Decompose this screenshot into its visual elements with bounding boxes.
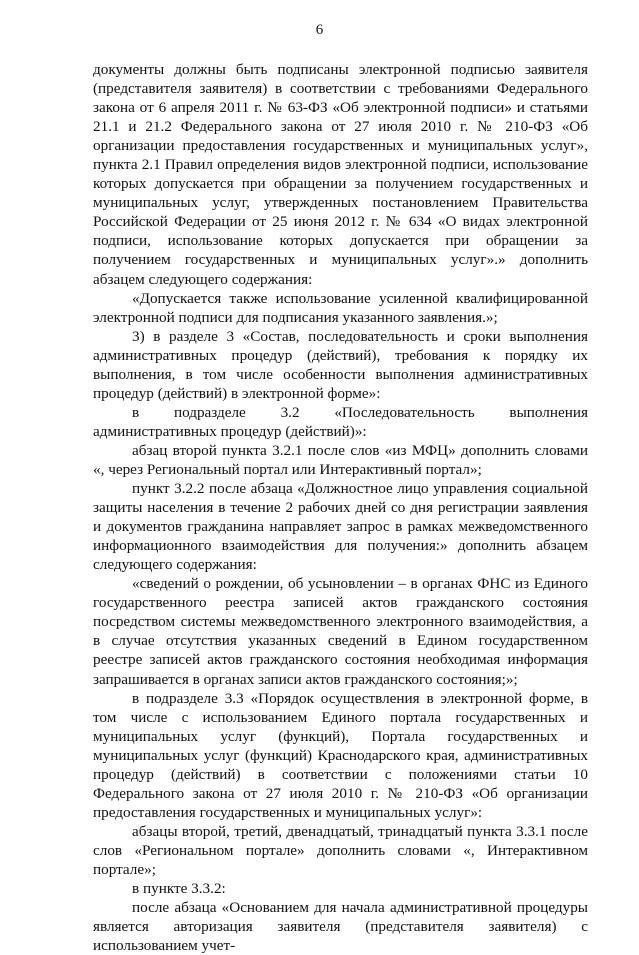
paragraph-3: 3) в разделе 3 «Состав, последовательность и сроки выполнения административных процедур (действий), требования к порядку их выполнения, в том числе особенности выполнения административных процедур (действий) в электронной форме»: <box>93 327 588 402</box>
page-number: 6 <box>315 22 324 38</box>
paragraph-10: в пункте 3.3.2: <box>132 880 226 898</box>
paragraph-2: «Допускается также использование усиленной квалифицированной электронной подписи для подписания указанного заявления.»; <box>93 289 588 326</box>
paragraph-7: «сведений о рождении, об усыновлении – в органах ФНС из Единого государственного реестра записей актов гражданского состояния посредством системы межведомственного электронного взаимодействия, а в случае отсутствия указанных сведений в Едином государственном реестре записей актов гражданского состояния необходимая информация запрашивается в органах записи актов гражданского состояния;»; <box>93 575 588 688</box>
paragraph-9: абзацы второй, третий, двенадцатый, тринадцатый пункта 3.3.1 после слов «Региональном портале» дополнить словами «, Интерактивном портале»; <box>93 822 588 878</box>
paragraph-1: документы должны быть подписаны электронной подписью заявителя (представителя заявителя) в соответствии с требованиями Федерального закона от 6 апреля 2011 г. № 63-ФЗ «Об электронной подписи» и статьями 21.1 и 21.2 Федерального закона от 27 июля 2010 г. № 210-ФЗ «Об организации предоставления государственных и муниципальных услуг», пункта 2.1 Правил определения видов электронной подписи, использование которых допускается при обращении за получением государственных и муниципальных услуг, утвержденных постановлением Правительства Российской Федерации от 25 июня 2012 г. № 634 «О видах электронной подписи, использование которых допускается при обращении за получением государственных и муниципальных услуг».» дополнить абзацем следующего содержания: <box>93 61 588 288</box>
document-body <box>93 60 588 955</box>
paragraph-8: в подразделе 3.3 «Порядок осуществления в электронной форме, в том числе с использованием Единого портала государственных и муниципальных услуг (функций), Портала государственных и муниципальных услуг (функций) Краснодарского края, административных процедур (действий) в соответствии с положениями статьи 10 Федерального закона от 27 июля 2010 г. № 210-ФЗ «Об организации предоставления государственных и муниципальных услуг»: <box>93 689 588 821</box>
paragraph-5: абзац второй пункта 3.2.1 после слов «из МФЦ» дополнить словами «, через Региональный портал или Интерактивный портал»; <box>93 441 588 478</box>
paragraph-6: пункт 3.2.2 после абзаца «Должностное лицо управления социальной защиты населения в течение 2 рабочих дней со дня регистрации заявления и документов гражданина направляет запрос в рамках межведомственного информационного взаимодействия для получения:» дополнить абзацем следующего содержания: <box>93 480 588 574</box>
paragraph-4: в подразделе 3.2 «Последовательность выполнения административных процедур (действий)»: <box>93 403 588 440</box>
paragraph-11: после абзаца «Основанием для начала административной процедуры является авторизация заявителя (представителя заявителя) с использованием учет- <box>93 899 588 955</box>
